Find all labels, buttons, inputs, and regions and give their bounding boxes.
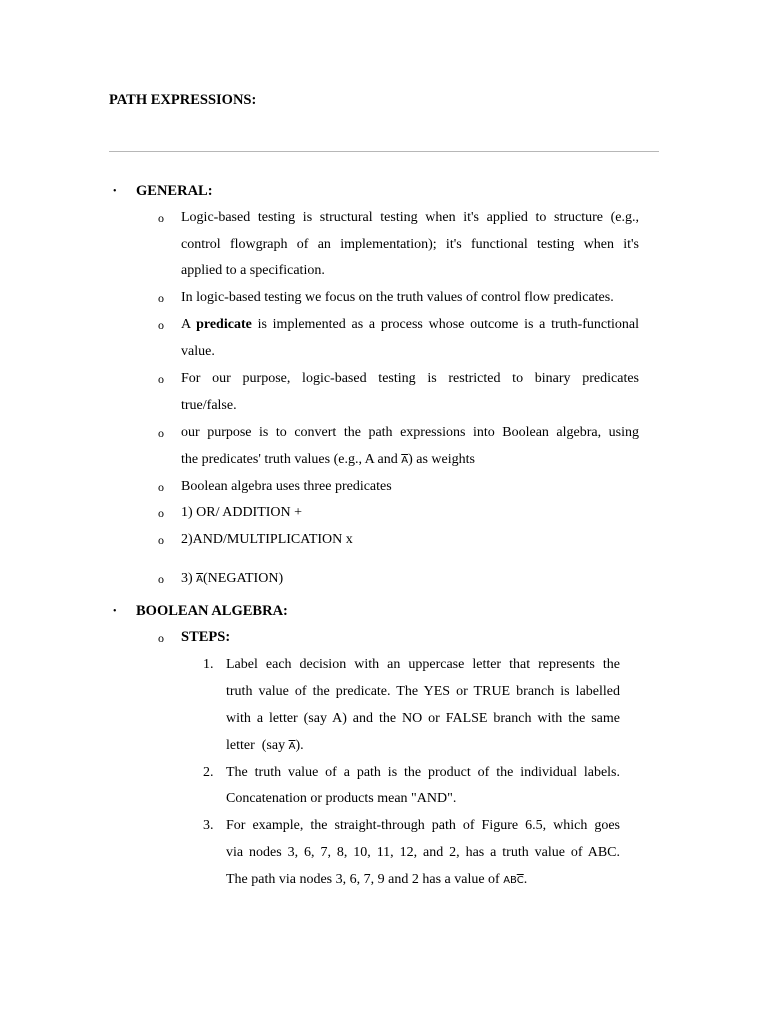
negated-a-symbol: $\overline{A}$	[401, 455, 409, 466]
text-run: ).	[295, 738, 304, 753]
circle-bullet-icon: o	[158, 631, 164, 645]
step-number: 2.	[203, 765, 214, 780]
symbol-ab: AB	[503, 875, 517, 886]
step-line: truth value of the predicate. The YES or TRUE branch is labelled	[226, 684, 620, 699]
step-number: 3.	[203, 818, 214, 833]
list-item-line: value.	[181, 344, 215, 359]
step-line: The truth value of a path is the product of the individual labels.	[226, 765, 620, 780]
list-item-line	[181, 452, 475, 468]
list-item-line: applied to a specification.	[181, 263, 325, 278]
text-run: (NEGATION)	[203, 571, 284, 586]
step-line	[226, 738, 304, 754]
circle-bullet-icon: o	[158, 372, 164, 386]
step-line: Concatenation or products mean "AND".	[226, 791, 457, 806]
list-item-line: true/false.	[181, 398, 237, 413]
horizontal-rule	[109, 151, 659, 152]
negated-a-symbol: $\overline{A}$	[288, 741, 296, 752]
text-run: .	[523, 872, 528, 887]
circle-bullet-icon: o	[158, 572, 164, 586]
negated-a-symbol: $\overline{A}$	[196, 574, 204, 585]
section-heading-boolean-algebra: BOOLEAN ALGEBRA:	[136, 603, 288, 619]
circle-bullet-icon: o	[158, 211, 164, 225]
step-number: 1.	[203, 657, 214, 672]
list-item-line: Boolean algebra uses three predicates	[181, 479, 392, 494]
bullet-icon: •	[113, 186, 117, 197]
step-line: Label each decision with an uppercase letter that represents the	[226, 657, 620, 672]
text-run: 3)	[181, 571, 197, 586]
steps-heading: STEPS:	[181, 629, 231, 645]
list-item-line: For our purpose, logic-based testing is restricted to binary predicates	[181, 371, 639, 386]
bold-term-predicate: predicate	[196, 317, 252, 332]
circle-bullet-icon: o	[158, 426, 164, 440]
step-line: For example, the straight-through path of Figure 6.5, which goes	[226, 818, 620, 833]
circle-bullet-icon: o	[158, 318, 164, 332]
list-item-line: In logic-based testing we focus on the truth values of control flow predicates.	[181, 290, 614, 305]
list-item-line: our purpose is to convert the path expressions into Boolean algebra, using	[181, 425, 639, 440]
step-line: via nodes 3, 6, 7, 8, 10, 11, 12, and 2, has a truth value of ABC.	[226, 845, 620, 860]
list-item-line: 1) OR/ ADDITION +	[181, 505, 303, 520]
circle-bullet-icon: o	[158, 506, 164, 520]
list-item-line: control flowgraph of an implementation); it's functional testing when it's	[181, 237, 639, 252]
text-run: is implemented as a process whose outcome is a truth-functional	[251, 317, 639, 332]
circle-bullet-icon: o	[158, 480, 164, 494]
abc-negated-c-symbol	[503, 875, 524, 886]
text-run: the predicates' truth values (e.g., A and	[181, 452, 402, 467]
list-item-line	[181, 317, 639, 333]
list-item-line: 2)AND/MULTIPLICATION x	[181, 532, 353, 547]
bullet-icon: •	[113, 606, 117, 617]
step-line: with a letter (say A) and the NO or FALSE branch with the same	[226, 711, 620, 726]
text-run: letter (say	[226, 738, 289, 753]
text-run: The path via nodes 3, 6, 7, 9 and 2 has a value of	[226, 872, 504, 887]
list-item-line	[181, 571, 283, 587]
list-item-line: Logic-based testing is structural testing when it's applied to structure (e.g.,	[181, 210, 639, 225]
text-run: A	[181, 317, 197, 332]
circle-bullet-icon: o	[158, 533, 164, 547]
section-heading-general: GENERAL:	[136, 183, 213, 199]
circle-bullet-icon: o	[158, 291, 164, 305]
page-title: PATH EXPRESSIONS:	[109, 92, 257, 108]
text-run: ) as weights	[408, 452, 475, 467]
step-line	[226, 872, 527, 888]
symbol-c-overlined: $\overline{C}$	[516, 875, 524, 886]
